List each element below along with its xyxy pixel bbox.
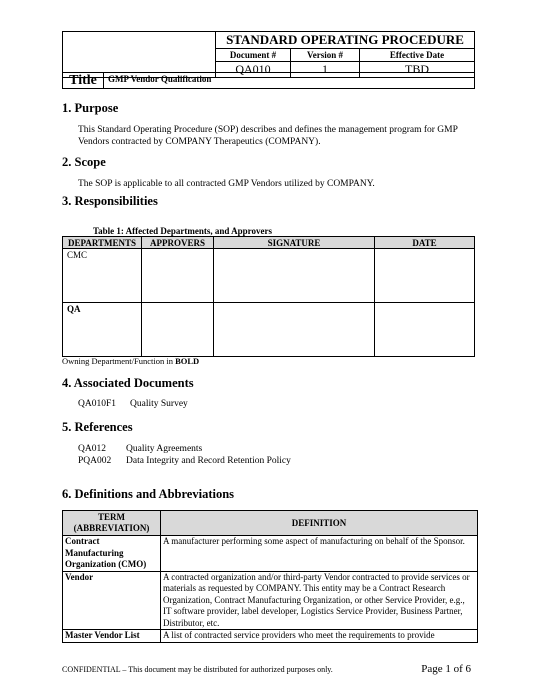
responsibilities-table — [62, 236, 475, 357]
definition-cell: A contracted organization and/or third-party Vendor contracted to provide services or materials as requested by COMPANY. This entity may be a Contract Research Organization, Contract Manufacturing Organization, or other Service Provider, e.g., IT software provider, label developer, Logistics Service Provider, Business Partner, Distributor, etc. — [161, 571, 478, 630]
approver-cell — [142, 303, 214, 357]
doc-title: Quality Survey — [130, 399, 188, 409]
department-qa: QA — [63, 303, 142, 357]
definitions-table — [62, 510, 478, 643]
col-effective-header: Effective Date — [360, 49, 475, 62]
doc-title: STANDARD OPERATING PROCEDURE — [216, 32, 475, 49]
table-row — [63, 536, 478, 572]
col-signature: SIGNATURE — [214, 237, 375, 249]
title-value: GMP Vendor Qualification — [108, 74, 212, 84]
ref-title: Quality Agreements — [126, 444, 203, 454]
confidential-footer: CONFIDENTIAL – This document may be distributed for authorized purposes only. — [62, 665, 333, 674]
references-heading: 5. References — [62, 420, 133, 434]
ref-title: Data Integrity and Record Retention Policy — [126, 456, 291, 466]
term-cell: Contract Manufacturing Organization (CMO) — [63, 536, 161, 572]
list-item — [78, 455, 291, 467]
references-list — [78, 443, 291, 467]
col-document-header: Document # — [216, 49, 291, 62]
definition-cell: A manufacturer performing some aspect of manufacturing on behalf of the Sponsor. — [161, 536, 478, 572]
list-item — [78, 443, 291, 455]
version-number: 1 — [291, 62, 360, 78]
associated-docs-list — [78, 398, 188, 410]
table-row — [63, 630, 478, 643]
date-cell — [375, 303, 475, 357]
document-number: QA010 — [216, 62, 291, 78]
associated-docs-heading: 4. Associated Documents — [62, 376, 194, 390]
purpose-heading: 1. Purpose — [62, 101, 119, 115]
scope-text: The SOP is applicable to all contracted GMP Vendors utilized by COMPANY. — [78, 179, 375, 189]
scope-heading: 2. Scope — [62, 155, 106, 169]
effective-date: TBD — [360, 62, 475, 78]
table-row — [63, 571, 478, 630]
owning-note-bold: BOLD — [175, 356, 200, 366]
title-row — [62, 72, 475, 89]
responsibilities-heading: 3. Responsibilities — [62, 194, 158, 208]
definition-cell: A list of contracted service providers who meet the requirements to provide — [161, 630, 478, 643]
date-cell — [375, 249, 475, 303]
col-version-header: Version # — [291, 49, 360, 62]
doc-code: QA010F1 — [78, 399, 117, 409]
sop-header-table — [62, 31, 475, 78]
signature-cell — [214, 303, 375, 357]
page-number: Page 1 of 6 — [421, 663, 471, 675]
ref-code: QA012 — [78, 444, 106, 454]
owning-note-prefix: Owning Department/Function in — [62, 356, 176, 366]
owning-department-note — [62, 356, 199, 366]
col-departments: DEPARTMENTS — [63, 237, 142, 249]
term-cell: Master Vendor List — [63, 630, 161, 643]
col-date: DATE — [375, 237, 475, 249]
header-blank-cell — [63, 32, 216, 78]
table-row — [63, 303, 475, 357]
table-row — [63, 249, 475, 303]
definitions-heading: 6. Definitions and Abbreviations — [62, 487, 235, 501]
term-cell: Vendor — [63, 571, 161, 630]
signature-cell — [214, 249, 375, 303]
col-definition: DEFINITION — [161, 511, 478, 536]
ref-code: PQA002 — [78, 456, 112, 466]
title-label: Title — [63, 73, 104, 88]
purpose-text: This Standard Operating Procedure (SOP) describes and defines the management program for GMP Vendors contracted by COMPANY Therapeutics (COMPANY). — [78, 125, 458, 147]
department-cmc: CMC — [63, 249, 142, 303]
list-item — [78, 398, 188, 410]
responsibilities-table-caption: Table 1: Affected Departments, and Approvers — [93, 226, 272, 236]
col-term: TERM (ABBREVIATION) — [63, 511, 161, 536]
approver-cell — [142, 249, 214, 303]
col-approvers: APPROVERS — [142, 237, 214, 249]
